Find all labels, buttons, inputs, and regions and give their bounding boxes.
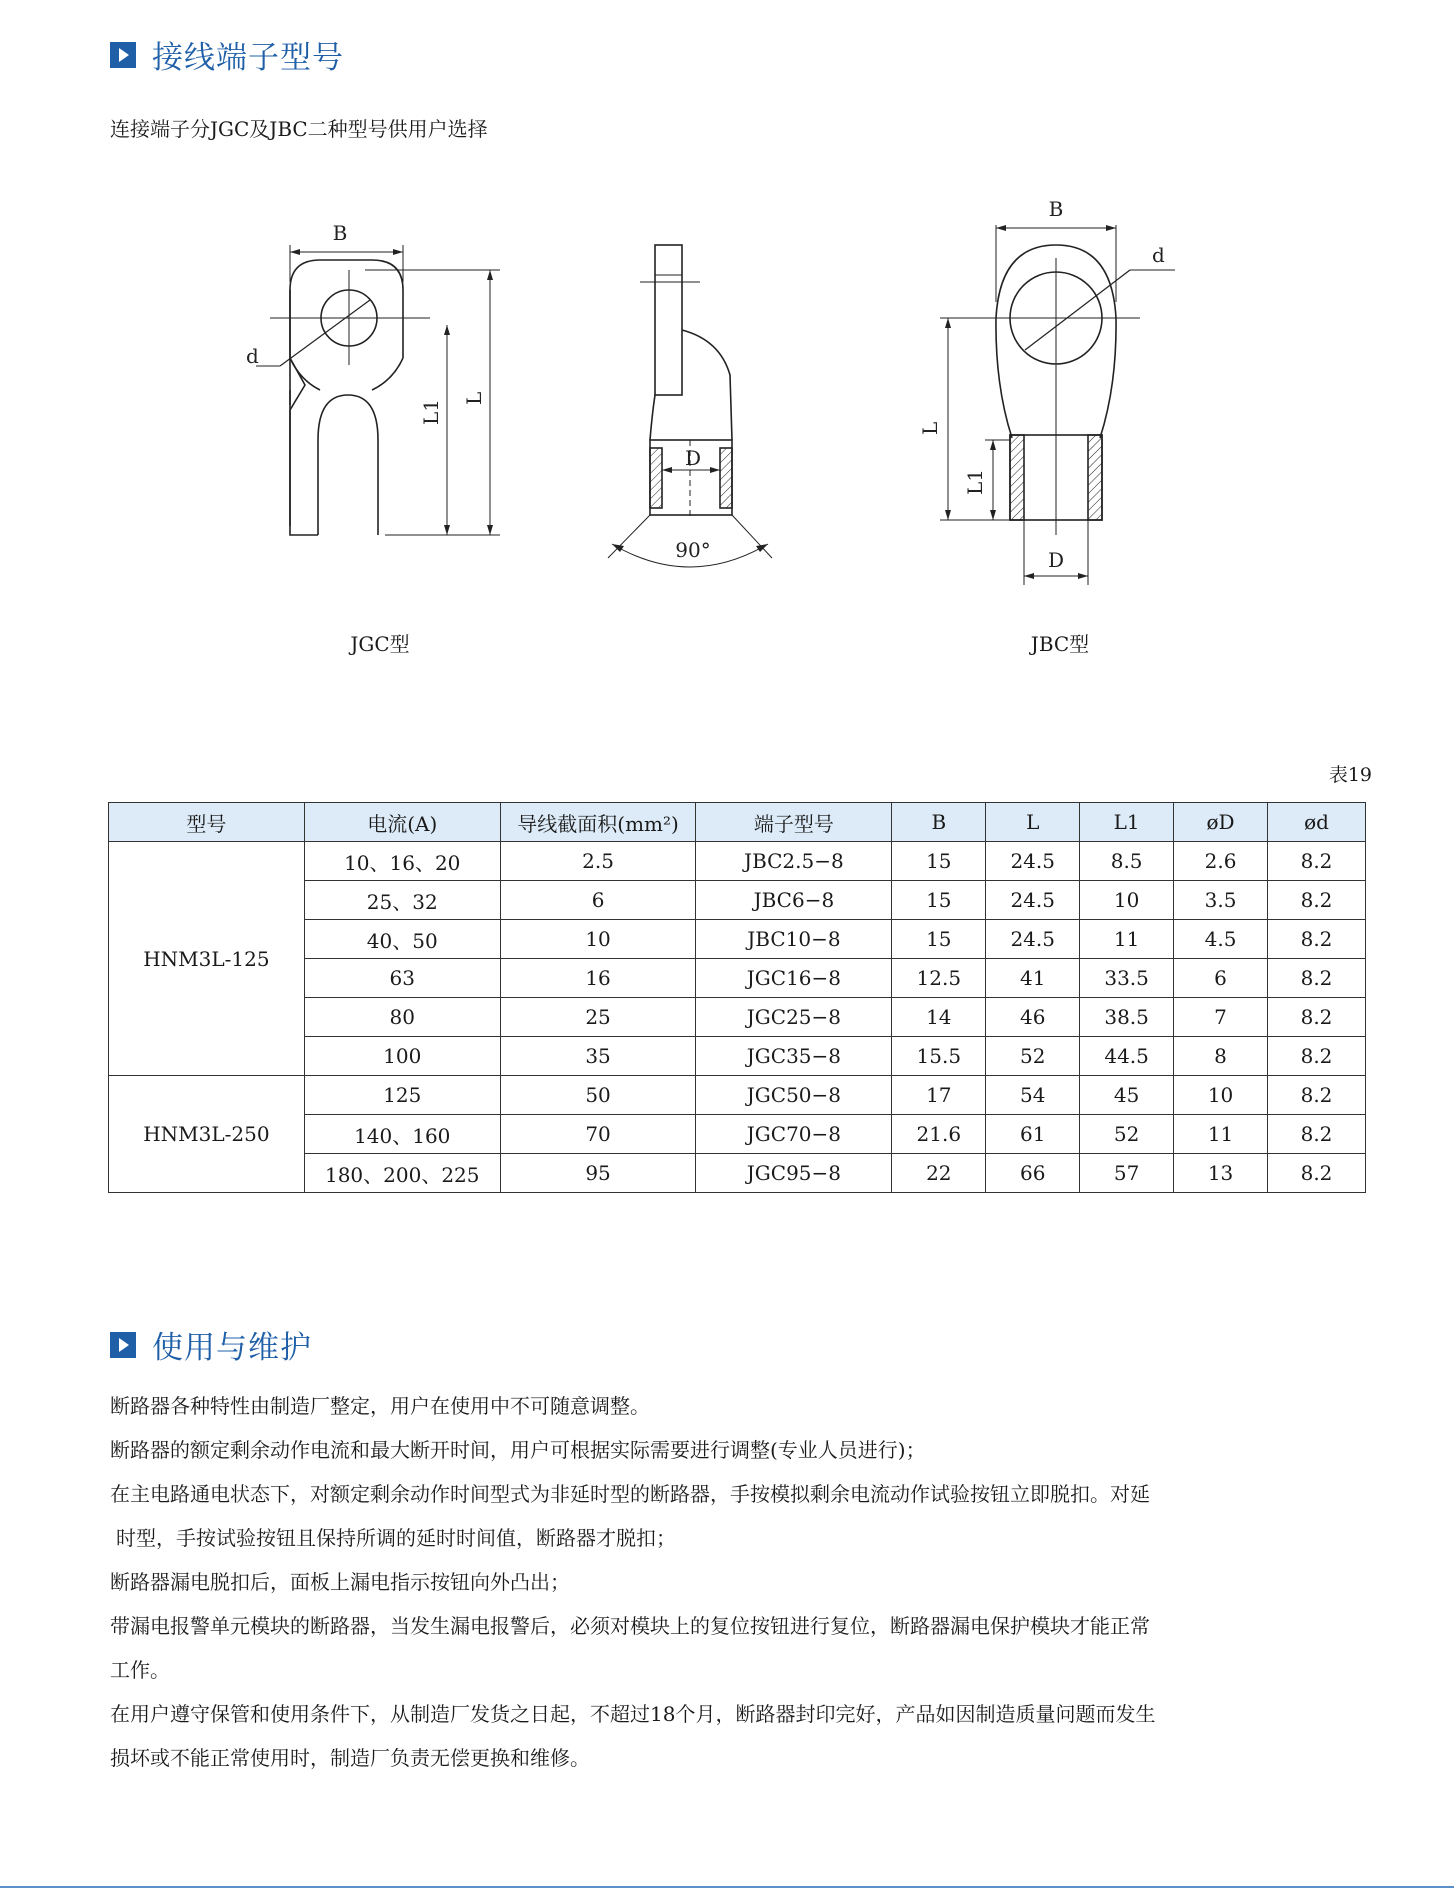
- header-cell: L: [986, 803, 1080, 842]
- table-cell: JBC6−8: [696, 881, 892, 920]
- table-cell: 8.2: [1268, 959, 1366, 998]
- jbc-label-B: B: [1048, 197, 1064, 221]
- terminal-spec-table: [108, 802, 1366, 1193]
- table-cell: 6: [500, 881, 696, 920]
- header-cell: 电流(A): [304, 803, 500, 842]
- table-cell: 8.2: [1268, 1037, 1366, 1076]
- paragraph: 断路器漏电脱扣后，面板上漏电指示按钮向外凸出；: [110, 1570, 570, 1594]
- table-cell: 54: [986, 1076, 1080, 1115]
- table-cell: 10: [1174, 1076, 1268, 1115]
- jgc-label-d: d: [246, 344, 259, 368]
- jgc-front-view: [256, 245, 500, 535]
- table-row: [109, 842, 1366, 881]
- table-cell: 35: [500, 1037, 696, 1076]
- table-cell: 70: [500, 1115, 696, 1154]
- table-cell: 8.5: [1080, 842, 1174, 881]
- usage-text: [110, 1384, 1360, 1780]
- jbc-label-D: D: [1047, 548, 1065, 572]
- table-cell: 8.2: [1268, 881, 1366, 920]
- jgc-side-view: [608, 245, 772, 567]
- table-cell: 125: [304, 1076, 500, 1115]
- header-cell: 端子型号: [696, 803, 892, 842]
- table-cell: 24.5: [986, 842, 1080, 881]
- jgc-label-B: B: [332, 221, 348, 245]
- table-cell: 10: [500, 920, 696, 959]
- play-marker-icon: [110, 1332, 136, 1358]
- paragraph: 断路器各种特性由制造厂整定，用户在使用中不可随意调整。: [110, 1394, 650, 1418]
- header-cell: ød: [1268, 803, 1366, 842]
- table-cell: 15.5: [892, 1037, 986, 1076]
- jgc-label-L: L: [462, 391, 486, 405]
- table-cell: 13: [1174, 1154, 1268, 1193]
- table-cell: 8.2: [1268, 1076, 1366, 1115]
- table-cell: 11: [1174, 1115, 1268, 1154]
- table-cell: 6: [1174, 959, 1268, 998]
- jbc-label-L: L: [918, 421, 942, 435]
- jbc-caption: JBC型: [1030, 632, 1090, 656]
- paragraph: 在主电路通电状态下，对额定剩余动作时间型式为非延时型的断路器，手按模拟剩余电流动作试验按钮立即脱扣。对延: [110, 1482, 1150, 1506]
- table-body: [109, 842, 1366, 1193]
- paragraph: 带漏电报警单元模块的断路器，当发生漏电报警后，必须对模块上的复位按钮进行复位，断路器漏电保护模块才能正常: [110, 1614, 1150, 1638]
- paragraph: 工作。: [110, 1658, 170, 1682]
- table-header-row: [109, 803, 1366, 842]
- table-cell: 25: [500, 998, 696, 1037]
- table-cell: 66: [986, 1154, 1080, 1193]
- section-title: 使用与维护: [152, 1330, 312, 1366]
- table-cell: 8.2: [1268, 842, 1366, 881]
- jbc-front-view: [940, 225, 1175, 585]
- table-cell: 16: [500, 959, 696, 998]
- table-cell: 2.5: [500, 842, 696, 881]
- table-cell: 52: [986, 1037, 1080, 1076]
- header-cell: 型号: [109, 803, 305, 842]
- table-cell: JBC10−8: [696, 920, 892, 959]
- header-cell: øD: [1174, 803, 1268, 842]
- jgc-caption: JGC型: [350, 632, 410, 656]
- table-cell: JGC25−8: [696, 998, 892, 1037]
- side-label-D: D: [684, 446, 702, 470]
- footer-divider: [0, 1886, 1454, 1888]
- terminal-drawings: [0, 190, 1454, 670]
- table-cell: 7: [1174, 998, 1268, 1037]
- table-cell: JGC35−8: [696, 1037, 892, 1076]
- table-cell: 24.5: [986, 920, 1080, 959]
- jbc-label-d: d: [1152, 243, 1165, 267]
- table-row: [109, 1076, 1366, 1115]
- model-cell: HNM3L-250: [109, 1076, 305, 1193]
- table-cell: 61: [986, 1115, 1080, 1154]
- table-cell: JBC2.5−8: [696, 842, 892, 881]
- table-cell: 95: [500, 1154, 696, 1193]
- section-heading-terminal-models: [110, 32, 344, 77]
- table-cell: 8.2: [1268, 1154, 1366, 1193]
- paragraph: 损坏或不能正常使用时，制造厂负责无偿更换和维修。: [110, 1746, 590, 1770]
- table-cell: JGC16−8: [696, 959, 892, 998]
- table-cell: 8: [1174, 1037, 1268, 1076]
- table-cell: 12.5: [892, 959, 986, 998]
- jbc-label-L1: L1: [963, 468, 987, 495]
- table-cell: 10、16、20: [304, 842, 500, 881]
- table-cell: 57: [1080, 1154, 1174, 1193]
- table-cell: 2.6: [1174, 842, 1268, 881]
- table-cell: 45: [1080, 1076, 1174, 1115]
- section-heading-usage-maintenance: [110, 1322, 312, 1367]
- table-cell: 38.5: [1080, 998, 1174, 1037]
- table-cell: 52: [1080, 1115, 1174, 1154]
- table-cell: 11: [1080, 920, 1174, 959]
- table-cell: 4.5: [1174, 920, 1268, 959]
- header-cell: B: [892, 803, 986, 842]
- model-cell: HNM3L-125: [109, 842, 305, 1076]
- table-cell: JGC50−8: [696, 1076, 892, 1115]
- intro-text: 连接端子分JGC及JBC二种型号供用户选择: [110, 117, 488, 141]
- angle-label: 90°: [675, 538, 711, 562]
- section-title: 接线端子型号: [152, 40, 344, 76]
- table-cell: 25、32: [304, 881, 500, 920]
- table-cell: JGC95−8: [696, 1154, 892, 1193]
- table-cell: 80: [304, 998, 500, 1037]
- table-cell: 21.6: [892, 1115, 986, 1154]
- table-cell: 63: [304, 959, 500, 998]
- table-cell: 100: [304, 1037, 500, 1076]
- table-cell: 10: [1080, 881, 1174, 920]
- table-cell: 15: [892, 920, 986, 959]
- table-cell: 8.2: [1268, 920, 1366, 959]
- table-cell: 17: [892, 1076, 986, 1115]
- table-cell: 15: [892, 881, 986, 920]
- play-marker-icon: [110, 42, 136, 68]
- table-cell: 14: [892, 998, 986, 1037]
- table-number: 表19: [1328, 764, 1372, 786]
- table-cell: 44.5: [1080, 1037, 1174, 1076]
- paragraph: 在用户遵守保管和使用条件下，从制造厂发货之日起，不超过18个月，断路器封印完好，产品如因制造质量问题而发生: [110, 1702, 1156, 1726]
- table-cell: 140、160: [304, 1115, 500, 1154]
- jgc-label-L1: L1: [419, 398, 443, 425]
- table-cell: 33.5: [1080, 959, 1174, 998]
- table-cell: JGC70−8: [696, 1115, 892, 1154]
- table-cell: 24.5: [986, 881, 1080, 920]
- paragraph: 断路器的额定剩余动作电流和最大断开时间，用户可根据实际需要进行调整(专业人员进行)；: [110, 1438, 926, 1462]
- table-cell: 46: [986, 998, 1080, 1037]
- table-cell: 8.2: [1268, 1115, 1366, 1154]
- table-cell: 15: [892, 842, 986, 881]
- table-cell: 50: [500, 1076, 696, 1115]
- table-cell: 41: [986, 959, 1080, 998]
- paragraph: 时型，手按试验按钮且保持所调的延时时间值，断路器才脱扣；: [116, 1526, 676, 1550]
- header-cell: 导线截面积(mm²): [500, 803, 696, 842]
- table-cell: 22: [892, 1154, 986, 1193]
- header-cell: L1: [1080, 803, 1174, 842]
- table-cell: 8.2: [1268, 998, 1366, 1037]
- table-cell: 180、200、225: [304, 1154, 500, 1193]
- table-cell: 40、50: [304, 920, 500, 959]
- table-cell: 3.5: [1174, 881, 1268, 920]
